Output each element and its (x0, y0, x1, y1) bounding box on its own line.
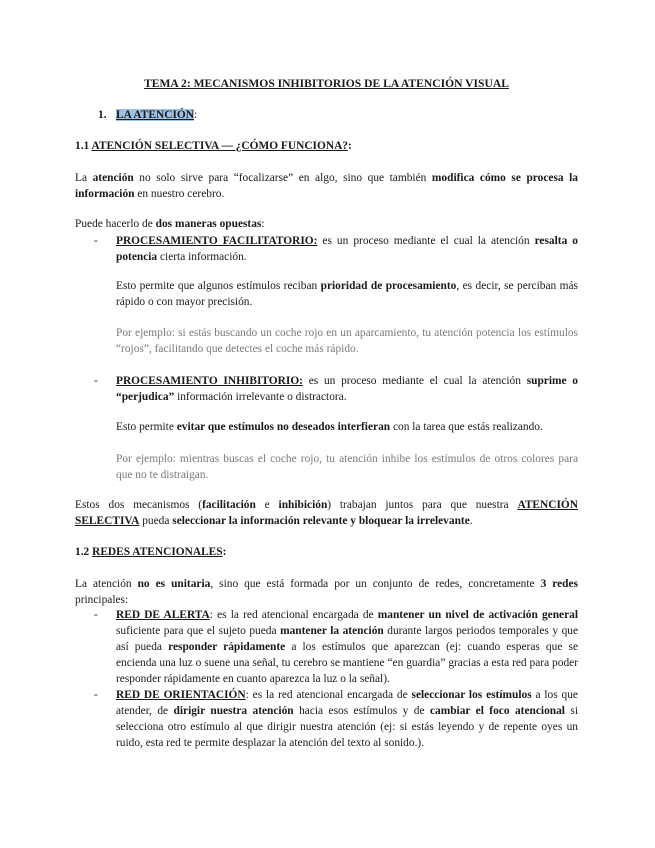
paragraph-intro: La atención no solo sirve para “focalizarse” en algo, sino que también modifica cómo se procesa la información en nuestro cerebro. (75, 172, 579, 200)
section-number: 1. (98, 109, 107, 121)
list-bullet-dash: - (94, 689, 98, 701)
section-heading-1: 1. LA ATENCIÓN: (98, 109, 198, 121)
list-item-red-orientacion: RED DE ORIENTACIÓN: es la red atencional encargada de seleccionar los estímulos a los que atender, de dirigir nuestra atención hacia esos estímulos y de cambiar el foco atencional si selecciona otro estímulo al que dirigir nuestra atención (ej: si estás leyendo y de repente oyes un ruido, esta red te permite desplazar la atención del texto al sonido.). (116, 689, 578, 749)
list-bullet-dash: - (94, 375, 98, 387)
paragraph-inhibitorio-effect: Esto permite evitar que estímulos no deseados interfieran con la tarea que estás realizando. (116, 421, 543, 433)
list-item-facilitatorio: PROCESAMIENTO FACILITATORIO: es un proceso mediante el cual la atención resalta o potencia cierta información. (116, 235, 578, 263)
list-bullet-dash: - (94, 235, 98, 247)
example-facilitatorio: Por ejemplo: si estás buscando un coche rojo en un aparcamiento, tu atención potencia los estímulos “rojos”, facilitando que detectes el coche más rápido. (116, 327, 578, 355)
paragraph-redes: La atención no es unitaria, sino que está formada por un conjunto de redes, concretamente 3 redes principales: (75, 578, 579, 606)
subsection-heading-1-2: 1.2 REDES ATENCIONALES: (75, 546, 227, 558)
section-title-highlighted: LA ATENCIÓN (116, 109, 194, 121)
paragraph-two-ways: Puede hacerlo de dos maneras opuestas: (75, 218, 265, 230)
subsection-heading-1-1: 1.1 ATENCIÓN SELECTIVA — ¿CÓMO FUNCIONA?: (75, 140, 352, 152)
list-item-inhibitorio: PROCESAMIENTO INHIBITORIO: es un proceso mediante el cual la atención suprime o “perjudica” información irrelevante o distractora. (116, 375, 578, 403)
list-bullet-dash: - (94, 609, 98, 621)
paragraph-facilitatorio-effect: Esto permite que algunos estímulos reciban prioridad de procesamiento, es decir, se perciban más rápido o con mayor precisión. (116, 280, 578, 308)
page-title: TEMA 2: MECANISMOS INHIBITORIOS DE LA ATENCIÓN VISUAL (144, 77, 509, 90)
example-inhibitorio: Por ejemplo: mientras buscas el coche rojo, tu atención inhibe los estímulos de otros colores para que no te distraigan. (116, 453, 578, 481)
list-item-red-alerta: RED DE ALERTA: es la red atencional encargada de mantener un nivel de activación general suficiente para que el sujeto pueda mantener la atención durante largos periodos temporales y que así pueda responder rápidamente a los estímulos que aparezcan (ej: cuando esperas que se encienda una luz o suene una señal, tu cerebro se mantiene “en guardia” gracias a esta red para poder responder rápidamente en cuanto aparezca la luz o la señal). (116, 609, 579, 685)
paragraph-summary: Estos dos mecanismos (facilitación e inhibición) trabajan juntos para que nuestra ATENCIÓN SELECTIVA pueda seleccionar la información relevante y bloquear la irrelevante. (75, 499, 578, 527)
